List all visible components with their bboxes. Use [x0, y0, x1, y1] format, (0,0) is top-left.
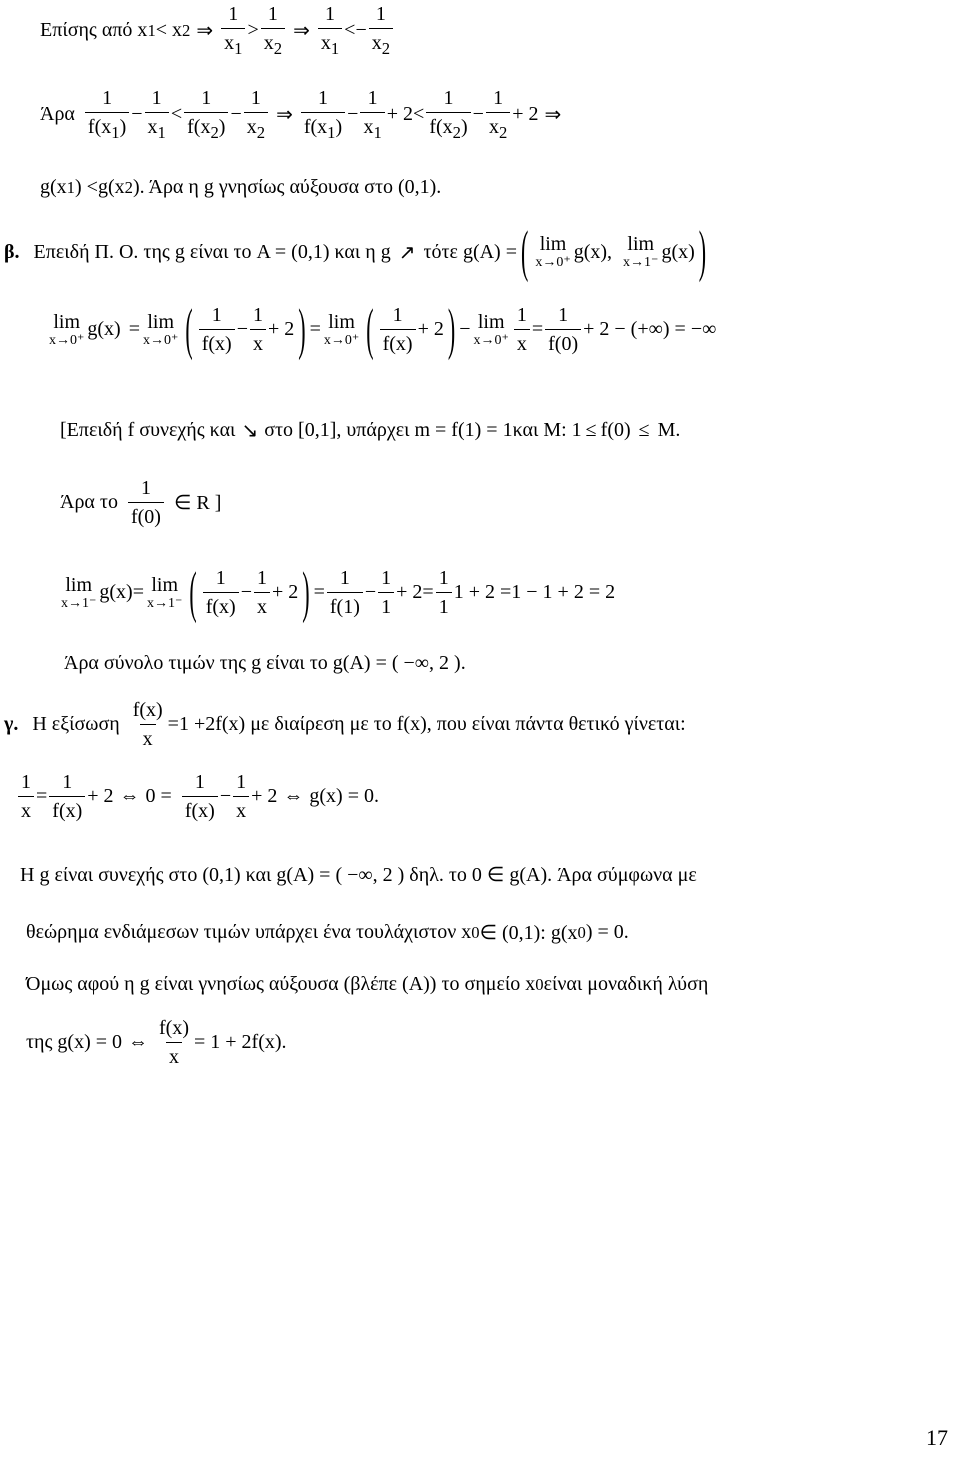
sub: 0 [577, 922, 586, 942]
le: ≤ [585, 419, 597, 441]
paren: ) [447, 295, 456, 361]
text: Άρα το [60, 491, 118, 513]
item-label: γ. [4, 713, 19, 735]
eq: = [531, 318, 544, 340]
text: ∈ R ] [173, 492, 222, 514]
eq: = [36, 785, 48, 807]
text: Άρα σύνολο τιμών της g είναι το g(A) = ( −∞, 2 ). [64, 652, 466, 674]
text: Η g είναι συνεχής στο (0,1) και g(A) = ( −∞, 2 ) δηλ. το 0 ∈ g(A). Άρα σύμφωνα με [20, 864, 697, 886]
limit: lim x→0⁺ [49, 310, 85, 348]
plus-two: + 2 [251, 785, 278, 807]
fraction: 1 f(x) [199, 305, 235, 354]
paragraph-1 [20, 862, 697, 887]
plus-two: + 2 [396, 581, 423, 603]
fraction: 1 f(x) [203, 568, 239, 617]
fraction: $\frac{1}{x_1}$ [360, 88, 384, 142]
text: είναι μοναδική λύση [543, 973, 709, 995]
line-beta [4, 218, 710, 284]
text: g(x) [87, 318, 121, 340]
fraction: 1 f(x) [182, 772, 218, 821]
text: < x [155, 19, 183, 42]
implies-symbol: ⇒ [293, 20, 310, 43]
plus-two: + 2 [87, 785, 114, 807]
fraction: $\frac{f(x)}{x}$ [159, 1017, 189, 1068]
item-label: β. [4, 240, 20, 263]
minus: − [230, 103, 242, 126]
minus: − [459, 318, 471, 340]
equivalence-line [16, 772, 379, 821]
text: Άρα [40, 103, 75, 126]
minus: − [355, 19, 367, 42]
text: = 1 + 2f(x). [194, 1031, 287, 1053]
fraction: $\frac{1}{x_1}$ [145, 88, 169, 142]
bracket-note [60, 418, 680, 443]
paragraph-2 [26, 920, 629, 945]
fraction: 1 $x_1$ [318, 4, 342, 58]
plus-two: + 2 [386, 103, 414, 126]
eq: = [422, 581, 434, 603]
fraction: $\frac{1}{1}$ [436, 568, 452, 617]
limit: lim x→0⁺ [473, 310, 509, 348]
text: ) <g(x [75, 176, 125, 198]
limit: lim x→0⁺ [143, 310, 179, 348]
sub: 0 [535, 974, 544, 994]
implies-symbol: ⇒ [544, 104, 562, 127]
fraction: $\frac{1}{x}$ [233, 772, 249, 821]
paren: ( [185, 295, 193, 361]
fraction: $\frac{1}{f(1)}$ [327, 568, 363, 617]
text: g(x [40, 176, 67, 198]
text: f(0) [600, 419, 631, 441]
paren: ) [302, 558, 310, 624]
eq: = [313, 581, 325, 603]
fraction: 1 $x_2$ [261, 4, 285, 58]
minus: − [472, 103, 484, 126]
text: ∈ (0,1): g(x [479, 922, 578, 944]
eq: = [128, 318, 140, 340]
fraction: $\frac{f(x)}{x}$ [132, 699, 163, 750]
iff-symbol: ⇔ [119, 785, 140, 807]
page-number: 17 [926, 1425, 948, 1450]
text: Επειδή Π. Ο. της g είναι το A = (0,1) και η g [33, 240, 391, 263]
plus-two: + 2 [267, 318, 295, 340]
line-2 [40, 88, 567, 142]
line-1 [40, 4, 395, 58]
increasing-arrow-icon: ↗ [398, 241, 416, 264]
text: =1 +2f(x) με διαίρεση με το f(x), που είναι πάντα θετικό γίνεται: [167, 713, 686, 735]
fraction: $\frac{1}{x_2}$ [244, 88, 268, 142]
iff-symbol: ⇔ [283, 785, 304, 807]
text: Επίσης από x [40, 19, 148, 42]
gt: > [247, 19, 259, 42]
text: g(x) [661, 240, 695, 263]
plus-two: + 2 [271, 581, 299, 603]
paren: ( [189, 558, 197, 624]
decreasing-arrow-icon: ↘ [241, 420, 259, 442]
limit: lim x→1⁻ [61, 573, 97, 611]
fraction: $\frac{1}{x}$ [514, 305, 530, 354]
paragraph-4 [26, 1018, 287, 1067]
text: Η εξίσωση [32, 713, 120, 735]
sub: 1 [66, 177, 75, 197]
text: g(x), [573, 240, 613, 263]
fraction: 1 f(x) [380, 305, 416, 354]
iff-symbol: ⇔ [128, 1031, 149, 1053]
line-3 [40, 176, 441, 199]
line-gamma [4, 700, 686, 749]
text: + 2 − (+∞) = −∞ [583, 318, 717, 340]
limit-one-line [58, 558, 616, 624]
fraction: 1 $x_1$ [221, 4, 245, 58]
sub: 2 [124, 177, 133, 197]
eq: = [132, 581, 144, 603]
eq: = [309, 318, 321, 340]
fraction: 1 $f(x_1)$ [85, 88, 129, 142]
text: ). Άρα η g γνησίως αύξουσα στο (0,1). [132, 176, 442, 198]
fraction: $\frac{1}{x}$ [250, 305, 266, 354]
limit: lim x→1⁻ [623, 233, 659, 270]
minus: − [364, 581, 377, 603]
fraction: 1 $f(x_2)$ [426, 88, 470, 142]
limit: lim x→1⁻ [147, 573, 183, 611]
fraction: 1 $f(x_2)$ [184, 88, 228, 142]
paren: ( [521, 218, 529, 284]
fraction: $\frac{1}{f(0)}$ [545, 305, 581, 354]
fraction: $\frac{1}{x}$ [18, 772, 34, 821]
fraction: $\frac{1}{f(x)}$ [49, 772, 85, 821]
paragraph-3 [26, 973, 708, 996]
text: θεώρημα ενδιάμεσων τιμών υπάρχει ένα τουλάχιστον x [26, 921, 472, 943]
minus: − [240, 581, 252, 603]
lt: < [344, 19, 356, 42]
text: ) = 0. [585, 921, 629, 943]
fraction: $\frac{1}{1}$ [378, 568, 394, 617]
plus-two: + 2 [417, 318, 444, 340]
minus: − [219, 785, 232, 807]
le: ≤ [638, 419, 650, 441]
sub: 2 [182, 20, 191, 40]
sub: 0 [471, 922, 480, 942]
text: στο [0,1], υπάρχει m = f(1) = 1και Μ: 1 [264, 419, 582, 441]
sub: 1 [147, 20, 156, 40]
text: g(x) = 0. [309, 785, 379, 807]
text: Μ. [657, 419, 681, 441]
text: [Επειδή f συνεχής και [60, 419, 236, 441]
fraction: 1 $f(x_1)$ [301, 88, 345, 142]
paren: ) [698, 218, 707, 284]
minus: − [347, 103, 359, 126]
lt: < [170, 103, 183, 126]
text: τότε g(A) = [423, 240, 517, 263]
lt: < [413, 103, 425, 126]
minus: − [236, 318, 248, 340]
fraction: $\frac{1}{x_2}$ [486, 88, 510, 142]
ara-to-line [60, 478, 221, 527]
plus-two: + 2 [512, 103, 539, 126]
limit-zero-line [46, 295, 717, 361]
text: της g(x) = 0 [26, 1031, 123, 1053]
fraction: $\frac{1}{x_2}$ [369, 4, 393, 58]
range-line [64, 652, 466, 675]
implies-symbol: ⇒ [276, 104, 293, 127]
minus: − [131, 103, 143, 126]
limit: lim x→0⁺ [323, 310, 360, 348]
fraction: $\frac{1}{x}$ [254, 568, 270, 617]
fraction: 1 f(0) [128, 478, 164, 527]
limit: lim x→0⁺ [535, 233, 571, 270]
text: g(x) [99, 581, 133, 603]
paren: ) [298, 295, 306, 361]
text: 1 + 2 =1 − 1 + 2 = 2 [453, 581, 616, 603]
text: 0 = [145, 785, 172, 807]
implies-symbol: ⇒ [196, 20, 214, 43]
paren: ( [366, 295, 374, 361]
text: Όμως αφού η g είναι γνησίως αύξουσα (βλέπε (Α)) το σημείο x [26, 973, 536, 995]
